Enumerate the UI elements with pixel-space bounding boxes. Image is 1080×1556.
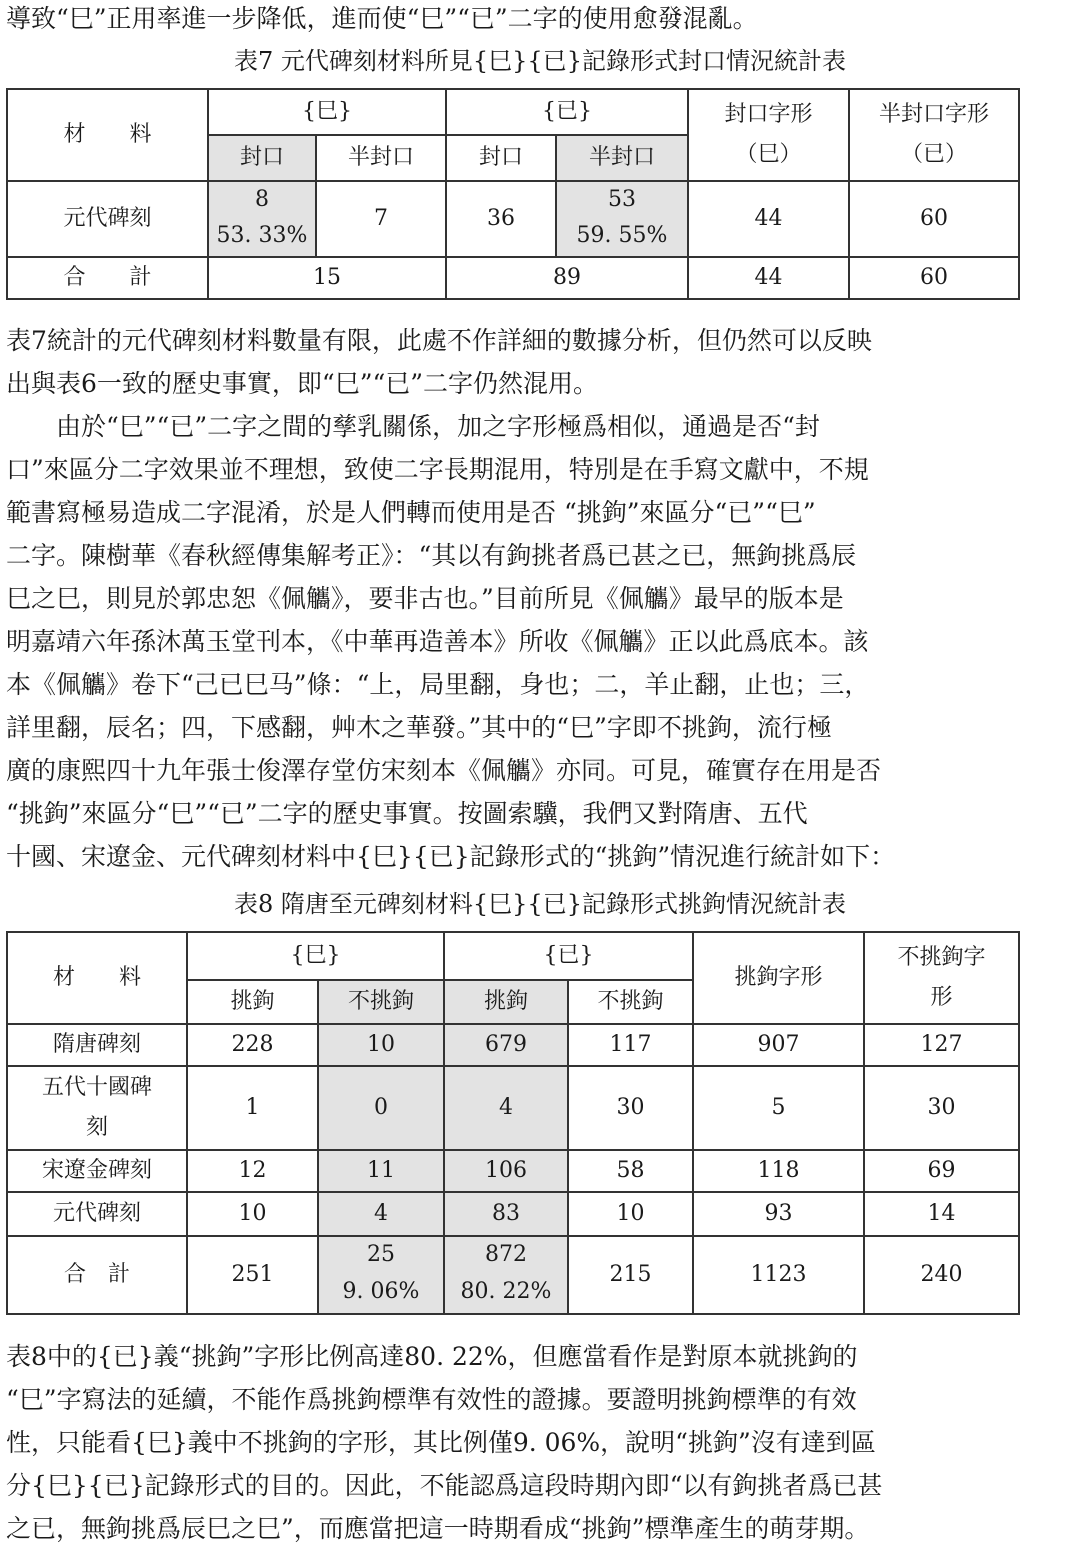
cell: 10 [187,1192,318,1236]
para2-line: 由於“巳”“已”二字之間的孳乳關係，加之字形極爲相似，通過是否“封 [6,412,820,441]
closed-total-cell: 44 [688,257,849,299]
table8-total-row [7,1236,1019,1314]
half-total-cell: 60 [849,257,1019,299]
cell: 228 [187,1024,318,1066]
table-row [7,1024,1019,1066]
table7-si-group-header: {巳} [208,89,446,135]
cell: 93 [693,1192,864,1236]
table8-header-row-1 [7,932,1019,980]
cell: 58 [568,1150,693,1192]
cell-value: 53 [608,187,636,212]
closed-glyph-label: 封口字形 [724,102,813,127]
si-closed-cell [208,181,316,257]
para2-line: 十國、宋遼金、元代碑刻材料中{巳}{已}記錄形式的“挑鉤”情況進行統計如下： [6,842,896,871]
nohook-glyph-label: 不挑鉤字 [897,945,986,970]
table8-material-header: 材 料 [7,932,187,1024]
para3-line: 分{巳}{已}記錄形式的目的。因此，不能認爲這段時期內即“以有鉤挑者爲已甚 [6,1471,883,1500]
para2-line: “挑鉤”來區分“巳”“已”二字的歷史事實。按圖索驥，我們又對隋唐、五代 [6,799,808,828]
cell: 118 [693,1150,864,1192]
yi-hook-total-cell [444,1236,568,1314]
cell: 240 [864,1236,1019,1314]
table7-yi-closed-header: 封口 [446,135,556,181]
para3-line: “巳”字寫法的延續，不能作爲挑鉤標準有效性的證據。要證明挑鉤標準的有效 [6,1385,857,1414]
cell: 4 [444,1066,568,1150]
cell: 1123 [693,1236,864,1314]
half-glyph-sub: （已） [900,142,967,167]
para2-line: 本《佩觿》卷下“己已巳马”條：“上，局里翻，身也；二，羊止翻，止也；三， [6,670,870,699]
table8 [6,931,1020,1315]
cell: 106 [444,1150,568,1192]
cell: 30 [568,1066,693,1150]
cell: 69 [864,1150,1019,1192]
cell: 83 [444,1192,568,1236]
para2-line: 巳之巳，則見於郭忠恕《佩觿》，要非古也。”目前所見《佩觿》最早的版本是 [6,584,844,613]
para3-line: 性，只能看{巳}義中不挑鉤的字形，其比例僅9. 06%，說明“挑鉤”沒有達到區 [6,1428,876,1457]
yi-half-cell [556,181,688,257]
para3-line: 表8中的{已}義“挑鉤”字形比例高達80. 22%，但應當看作是對原本就挑鉤的 [6,1342,858,1371]
cell: 10 [568,1192,693,1236]
half-total-cell: 60 [849,181,1019,257]
total-label: 合 計 [7,1236,187,1314]
row-label [7,1066,187,1150]
table8-nohook-glyph-header [864,932,1019,1024]
para1-line: 出與表6一致的歷史事實，即“巳”“已”二字仍然混用。 [6,369,599,398]
row-label: 元代碑刻 [7,181,208,257]
cell: 11 [318,1150,444,1192]
cell: 679 [444,1024,568,1066]
cell: 30 [864,1066,1019,1150]
row-label: 元代碑刻 [7,1192,187,1236]
cell: 127 [864,1024,1019,1066]
cell-percent: 80. 22% [460,1279,552,1304]
si-total-cell: 15 [208,257,446,299]
para2-line: 二字。陳樹華《春秋經傳集解考正》：“其以有鉤挑者爲已甚之已，無鉤挑爲辰 [6,541,857,570]
half-glyph-label: 半封口字形 [878,102,989,127]
row-label-line: 五代十國碑 [41,1075,152,1100]
table7-yi-half-header: 半封口 [556,135,688,181]
cell: 10 [318,1024,444,1066]
yi-total-cell: 89 [446,257,688,299]
cell-percent: 59. 55% [576,223,668,248]
para2-line: 詳里翻，辰名；四，下感翻，艸木之華發。”其中的“巳”字即不挑鉤，流行極 [6,713,832,742]
para2-line: 廣的康熙四十九年張士俊澤存堂仿宋刻本《佩觿》亦同。可見，確實存在用是否 [6,756,882,785]
table-row [7,181,1019,257]
table7-total-row [7,257,1019,299]
cell: 0 [318,1066,444,1150]
closed-total-cell: 44 [688,181,849,257]
para2-line: 口”來區分二字效果並不理想，致使二字長期混用，特別是在手寫文獻中，不規 [6,455,869,484]
para2-line: 範書寫極易造成二字混淆，於是人們轉而使用是否 “挑鉤”來區分“已”“巳” [6,498,816,527]
para3-line: 之已，無鉤挑爲辰巳之巳”，而應當把這一時期看成“挑鉤”標準產生的萌芽期。 [6,1514,870,1543]
table8-yi-nohook-header: 不挑鉤 [568,980,693,1024]
table7-yi-group-header: {已} [446,89,688,135]
row-label: 宋遼金碑刻 [7,1150,187,1192]
table8-si-hook-header: 挑鉤 [187,980,318,1024]
table7 [6,88,1020,300]
closed-glyph-sub: （巳） [735,142,802,167]
row-label-line: 刻 [85,1115,108,1140]
cell: 215 [568,1236,693,1314]
para1-line: 表7統計的元代碑刻材料數量有限，此處不作詳細的數據分析，但仍然可以反映 [6,326,872,355]
table7-material-header: 材 料 [7,89,208,181]
cell: 117 [568,1024,693,1066]
nohook-glyph-label-cont: 形 [930,985,953,1010]
cell-percent: 53. 33% [216,223,308,248]
table-row [7,1192,1019,1236]
si-half-cell: 7 [316,181,446,257]
row-label: 隋唐碑刻 [7,1024,187,1066]
cell: 14 [864,1192,1019,1236]
table7-si-half-header: 半封口 [316,135,446,181]
table8-yi-hook-header: 挑鉤 [444,980,568,1024]
cell-value: 25 [367,1242,395,1267]
cell: 907 [693,1024,864,1066]
cell: 251 [187,1236,318,1314]
table8-yi-group-header: {已} [444,932,693,980]
table7-closed-glyph-header [688,89,849,181]
cell-value: 8 [255,187,269,212]
table-row [7,1066,1019,1150]
table-row [7,1150,1019,1192]
table7-half-glyph-header [849,89,1019,181]
cell: 12 [187,1150,318,1192]
intro-line: 導致“巳”正用率進一步降低，進而使“巳”“已”二字的使用愈發混亂。 [6,4,758,33]
cell: 4 [318,1192,444,1236]
yi-closed-cell: 36 [446,181,556,257]
cell: 1 [187,1066,318,1150]
total-label: 合 計 [7,257,208,299]
table7-header-row-1 [7,89,1019,135]
table8-caption: 表8 隋唐至元碑刻材料{巳}{已}記錄形式挑鉤情況統計表 [234,890,846,918]
table7-si-closed-header: 封口 [208,135,316,181]
para2-line: 明嘉靖六年孫沐萬玉堂刊本，《中華再造善本》所收《佩觿》正以此爲底本。該 [6,627,869,656]
cell-percent: 9. 06% [342,1279,420,1304]
table8-hook-glyph-header: 挑鉤字形 [693,932,864,1024]
table8-si-group-header: {巳} [187,932,444,980]
cell-value: 872 [485,1242,527,1267]
si-nohook-total-cell [318,1236,444,1314]
table8-si-nohook-header: 不挑鉤 [318,980,444,1024]
cell: 5 [693,1066,864,1150]
table7-caption: 表7 元代碑刻材料所見{巳}{已}記錄形式封口情況統計表 [234,47,846,75]
